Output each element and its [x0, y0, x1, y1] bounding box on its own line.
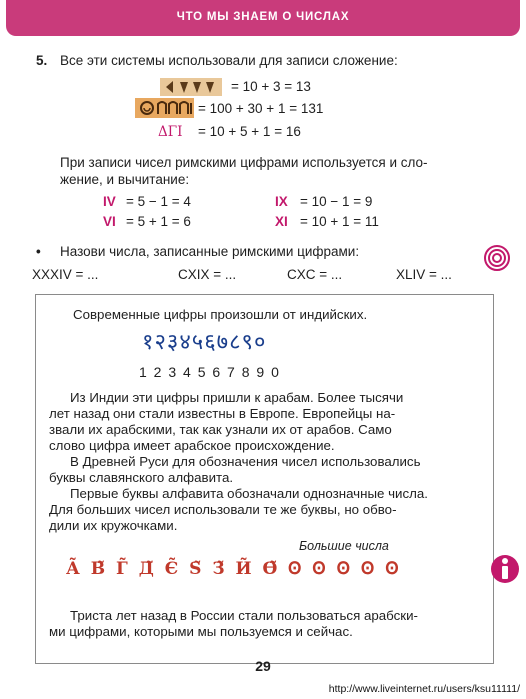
roman-exercise: XXXIV = ...: [32, 267, 99, 282]
bullet-task-text: Назови числа, записанные римскими цифрами:: [60, 244, 360, 259]
chapter-title: ЧТО МЫ ЗНАЕМ О ЧИСЛАХ: [176, 11, 350, 23]
roman-symbol: VI: [103, 214, 116, 229]
paragraph-line: ми цифрами, которыми мы пользуемся и сейчас.: [49, 624, 353, 639]
roman-expression: = 10 + 1 = 11: [300, 214, 379, 229]
spiral-icon: [484, 245, 510, 271]
paragraph-line: Триста лет назад в России стали пользоваться арабски-: [70, 608, 418, 623]
chapter-header: [6, 0, 520, 36]
roman-expression: = 5 + 1 = 6: [126, 214, 191, 229]
roman-intro-line2: жение, и вычитание:: [60, 172, 190, 187]
big-numbers-label: Большие числа: [299, 539, 389, 553]
task-number: 5.: [36, 53, 48, 68]
paragraph-line: дили их кружочками.: [49, 518, 178, 533]
paragraph-line: В Древней Руси для обозначения чисел использовались: [70, 454, 421, 469]
roman-symbol: IX: [275, 194, 288, 209]
ancient-numerals-1-image: [160, 78, 222, 96]
slavic-numerals: А̃ В̃ Г̃ Д̃ Є̃ Ѕ̃ З̃ И̃ Ѳ̃: [66, 559, 280, 579]
modern-digits: 1 2 3 4 5 6 7 8 9 0: [139, 364, 281, 380]
page-number: 29: [255, 658, 271, 674]
roman-symbol: XI: [275, 214, 288, 229]
info-intro: Современные цифры произошли от индийских.: [73, 307, 368, 322]
roman-exercise: XLIV = ...: [396, 267, 452, 282]
roman-exercise: CXC = ...: [287, 267, 343, 282]
roman-symbol: IV: [103, 194, 116, 209]
roman-expression: = 10 − 1 = 9: [300, 194, 373, 209]
paragraph-line: слово цифра имеет арабское происхождение.: [49, 438, 335, 453]
paragraph-line: Для больших чисел использовали те же буквы, но обво-: [49, 502, 397, 517]
paragraph-line: Первые буквы алфавита обозначали однозначные числа.: [70, 486, 428, 501]
slavic-big-numerals: Ꙩ Ꙩ Ꙩ Ꙩ Ꙩ: [288, 559, 402, 579]
paragraph-line: лет назад они стали известны в Европе. Европейцы на-: [49, 406, 396, 421]
equation-2: = 100 + 30 + 1 = 131: [198, 101, 324, 116]
greek-numerals: ΔΓΙ: [158, 124, 183, 140]
paragraph-line: звали их арабскими, так как узнали их от арабов. Само: [49, 422, 392, 437]
equation-3: = 10 + 5 + 1 = 16: [198, 124, 301, 139]
source-url: http://www.liveinternet.ru/users/ksu11111/: [328, 683, 520, 695]
paragraph-line: буквы славянского алфавита.: [49, 470, 234, 485]
roman-intro-line1: При записи чисел римскими цифрами используется и сло-: [60, 155, 428, 170]
equation-1: = 10 + 3 = 13: [231, 79, 311, 94]
task-text: Все эти системы использовали для записи сложение:: [60, 53, 398, 68]
info-icon: [490, 552, 520, 586]
info-box: [35, 294, 494, 664]
paragraph-line: Из Индии эти цифры пришли к арабам. Более тысячи: [70, 390, 404, 405]
ancient-numerals-2-image: [135, 98, 194, 118]
roman-exercise: CXIX = ...: [178, 267, 237, 282]
indian-digits: १२३४५६७८९०: [142, 330, 267, 355]
bullet-marker: •: [36, 244, 41, 259]
roman-expression: = 5 − 1 = 4: [126, 194, 191, 209]
